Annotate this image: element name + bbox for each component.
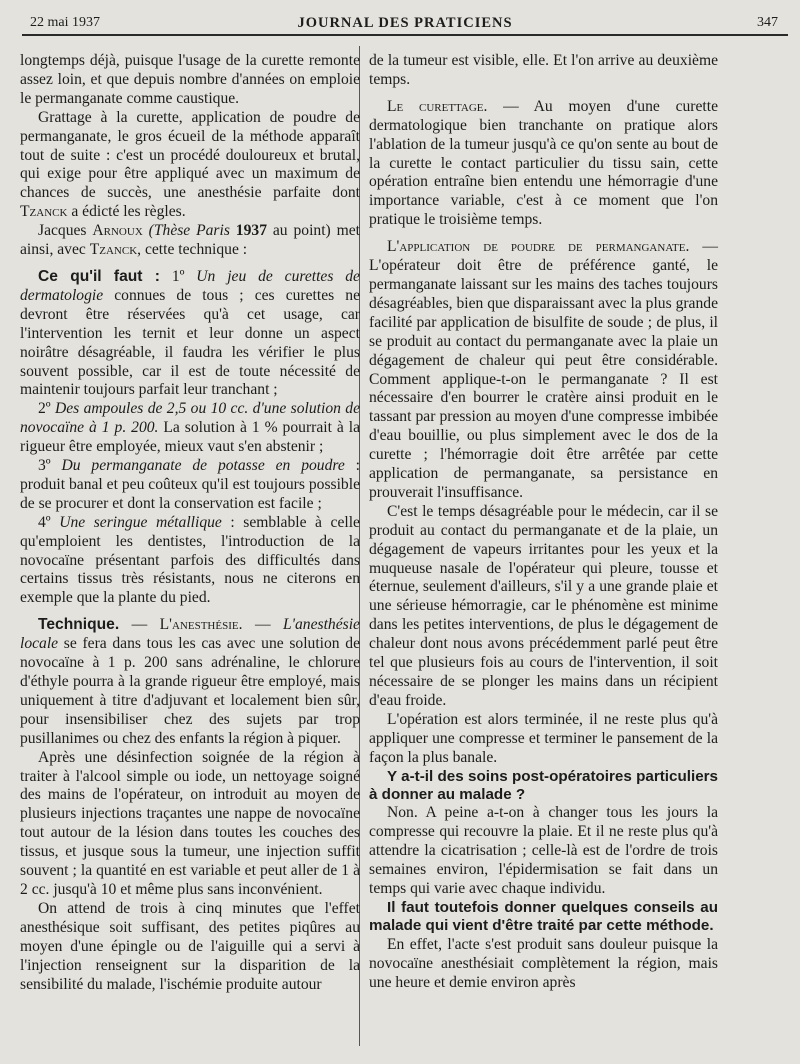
paragraph: L'opération est alors terminée, il ne reste plus qu'à appliquer une compresse et terminer le pansement de la façon la plus banale. bbox=[369, 710, 718, 766]
running-header bbox=[22, 12, 788, 36]
paragraph-material-3: 3º Du permanganate de potasse en poudre : produit banal et peu coûteux qu'il est toujours possible de se procurer et dont la conservation est facile ; bbox=[20, 457, 361, 512]
paragraph-permanganate: L'application de poudre de permanganate. — L'opérateur doit être de préférence ganté, le permanganate laissant sur les mains des taches toujours désagréables, bien que disparaissant avec la plus grande facilité par application de bisulfite de soude ; de plus, il se produit au contact du permanganate avec la plaie un dégagement de chaleur qui peut être considérable. Comment applique-t-on le permanganate ? Il est nécessaire d'en bourrer le cratère ainsi produit en le tassant par pression au moyen d'une compresse imbibée d'eau bouillie, ou plus simplement avec le dos de la curette ; l'hémorragie doit être arrêtée par cette application de permanganate, sa persistance en prouverait l'insuffisance. bbox=[369, 238, 719, 501]
header-page-number: 347 bbox=[757, 15, 778, 30]
paragraph: C'est le temps désagréable pour le médecin, car il se produit au contact du permanganate et de la plaie, un dégagement de vapeurs irritantes pour les yeux et la muqueuse nasale de l'opérateur qui pleure, tousse et éternue, seulement d'ailleurs, s'il y a une grande plaie et une sérieuse hémorragie, car le phénomène est minime dans les petites interventions, de plus le dégagement de chaleur dont nous avons précédemment parlé peut être tel que plusieurs fois au cours de l'intervention, il soit nécessaire de se plonger les mains dans un récipient d'eau froide. bbox=[369, 502, 718, 709]
paragraph: Grattage à la curette, application de poudre de permanganate, le gros écueil de la méthode apparaît tout de suite : c'est un procédé douloureux et brutal, qui exige pour être appliqué avec un maximum de chances de succès, une anesthésie parfaite dont Tzanck a édicté les règles. bbox=[20, 108, 360, 221]
paragraph: longtemps déjà, puisque l'usage de la curette remonte assez loin, et que depuis nombre d'années on emploie le permanganate comme caustique. bbox=[20, 52, 360, 107]
paragraph-material-1: Ce qu'il faut : 1º Un jeu de curettes de dermatologie connues de tous ; ces curettes ne devront être réservées qu'à cet usage, car l'intervention les ternit et leur donne un aspect noirâtre désagréable, il faudra les vérifier le plus souvent possible, car il est de toute nécessité de maintenir toujours parfait leur tranchant ; bbox=[20, 267, 360, 399]
section-heading-soins: Y a-t-il des soins post-opératoires particuliers à donner au malade ? bbox=[369, 767, 718, 803]
header-date: 22 mai 1937 bbox=[30, 15, 100, 30]
header-journal-title: JOURNAL DES PRATICIENS bbox=[297, 15, 513, 31]
paragraph: En effet, l'acte s'est produit sans douleur puisque la novocaïne anesthésiait complètement la région, mais une heure et demie environ après bbox=[369, 935, 718, 991]
paragraph-curettage: Le curettage. — Au moyen d'une curette dermatologique bien tranchante on pratique alors l'ablation de la tumeur jusqu'à ce qu'on sente au bout de la curette le contact particulier du tissu sain, cette opération entraîne bien entendu une hémorragie d'une importance variable, c'est à ce moment que l'on pratique le troisième temps. bbox=[369, 97, 718, 229]
paragraph-material-2: 2º Des ampoules de 2,5 ou 10 cc. d'une solution de novocaïne à 1 p. 200. La solution à 1 % pourrait à la rigueur être employée, mieux vaut s'en abstenir ; bbox=[20, 400, 360, 456]
paragraph: Non. A peine a-t-on à changer tous les jours la compresse qui recouvre la plaie. Et il ne reste plus qu'à attendre la cicatrisation ; celle-là est de l'ordre de trois semaines environ, l'épidermisation se fait dans un temps qui varie avec chaque individu. bbox=[369, 804, 718, 897]
paragraph: Jacques Arnoux (Thèse Paris 1937 au point) met ainsi, avec Tzanck, cette technique : bbox=[20, 222, 360, 259]
section-heading-conseils: Il faut toutefois donner quelques conseils au malade qui vient d'être traité par cette méthode. bbox=[369, 898, 718, 935]
right-column bbox=[369, 52, 718, 992]
paragraph-material-4: 4º Une seringue métallique : semblable à celle qu'emploient les dentistes, l'introduction de la novocaïne présentant parfois des difficultés dans certains tissus très résistants, nous ne citerons en exemple que la plante du pied. bbox=[20, 513, 360, 607]
paragraph: On attend de trois à cinq minutes que l'effet anesthésique soit suffisant, des petites piqûres au moyen d'une épingle ou de l'aiguille qui a servi à l'injection renseignent sur la disparition de la sensibilité du malade, l'ischémie produite autour bbox=[20, 899, 360, 993]
left-column bbox=[20, 52, 360, 994]
paragraph-technique: Technique. — L'anesthésie. — L'anesthésie locale se fera dans tous les cas avec une solution de novocaïne à 1 p. 200 sans adrénaline, le chlorure d'éthyle pourra à la grande rigueur être employé, mais uniquement à titre d'adjuvant et localement bien sûr, pour insensibiliser chez des sujets par trop pusillanimes ou chez des enfants la région à piquer. bbox=[20, 616, 360, 747]
paragraph: Après une désinfection soignée de la région à traiter à l'alcool simple ou iode, un nettoyage soigné des mains de l'opérateur, on introduit au moyen de plusieurs injections traçantes une nappe de novocaïne tout autour de la lésion dans toutes les couches des tissus, et jusque sous la tumeur, une injection suffit souvent ; la quantité en est variable et peut aller de 1 à 2 cc. jusqu'à 10 et même plus sans inconvénient. bbox=[20, 748, 360, 898]
paragraph: de la tumeur est visible, elle. Et l'on arrive au deuxième temps. bbox=[369, 52, 718, 88]
